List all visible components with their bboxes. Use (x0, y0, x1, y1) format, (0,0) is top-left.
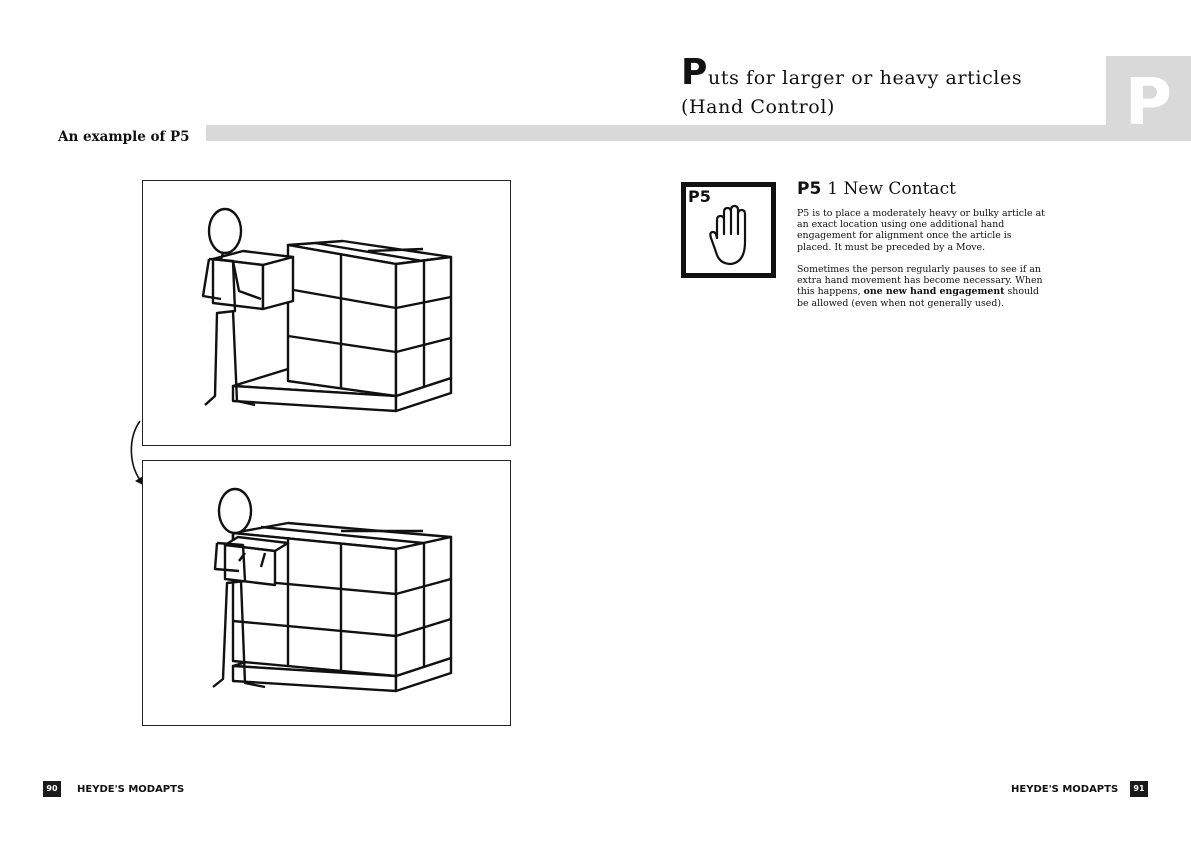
title-initial: P (681, 52, 708, 93)
element-name: 1 New Contact (827, 179, 956, 199)
description-paragraph-1: P5 is to place a moderately heavy or bulky article at an exact location using one additional hand engagement for alignment once the article is placed. It must be preceded by a Move. (797, 208, 1045, 253)
illustration-before (142, 180, 511, 446)
illustration-after (142, 460, 511, 726)
element-code: P5 (797, 179, 822, 199)
page-number-right: 91 (1130, 781, 1148, 797)
page-title (681, 52, 1023, 93)
page-subtitle: (Hand Control) (681, 96, 836, 118)
title-rest: uts for larger or heavy articles (708, 67, 1023, 89)
footer-brand-left: HEYDE'S MODAPTS (77, 784, 185, 795)
icon-label: P5 (688, 187, 711, 206)
element-heading (797, 179, 956, 199)
example-caption: An example of P5 (58, 129, 190, 145)
stick-figure-placing-box-drawing (143, 461, 510, 725)
section-tab-letter: P (1125, 66, 1172, 140)
hand-icon (681, 182, 776, 278)
description-paragraph-2: Sometimes the person regularly pauses to see if an extra hand movement has become necessary. When this happens, one new hand engagement should be allowed (even when not generally used). (797, 264, 1043, 309)
emphasis-text: one new hand engagement (863, 286, 1005, 298)
footer-brand-right: HEYDE'S MODAPTS (1011, 784, 1119, 795)
header-band (206, 125, 1106, 141)
page-number-left: 90 (43, 781, 61, 797)
stick-figure-lifting-box-drawing (143, 181, 510, 445)
